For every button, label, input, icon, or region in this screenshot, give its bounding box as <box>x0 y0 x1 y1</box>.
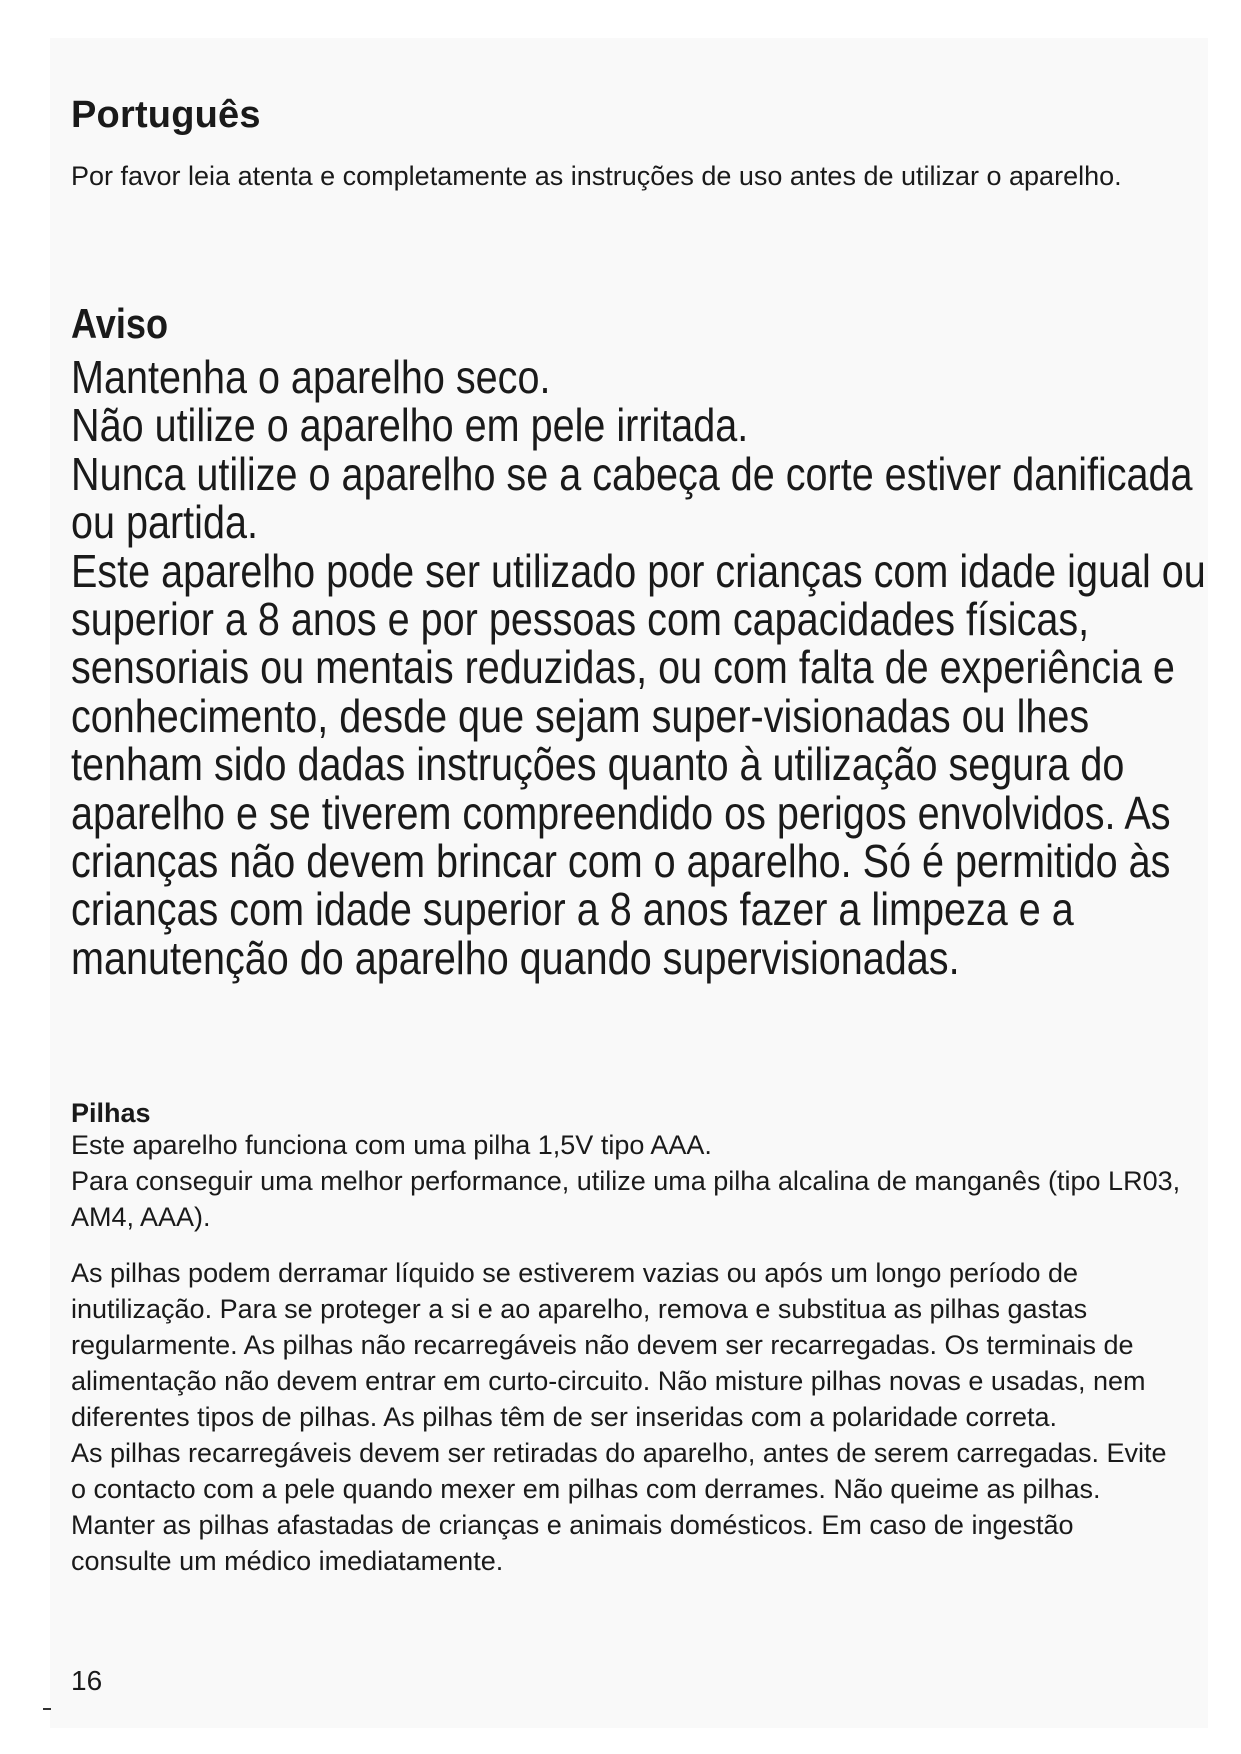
warning-heading: Aviso <box>71 300 169 347</box>
batteries-intro <box>71 1127 1181 1235</box>
batteries-safety <box>71 1255 1181 1579</box>
batteries-paragraph: As pilhas podem derramar líquido se estiverem vazias ou após um longo período de inutilização. Para se proteger a si e ao aparelho, remova e substitua as pilhas gastas regularmente. As pilhas não recarregáveis não devem ser recarregadas. Os terminais de alimentação não devem entrar em curto-circuito. Não misture pilhas novas e usadas, nem diferentes tipos de pilhas. As pilhas têm de ser inseridas com a polaridade correta. <box>71 1258 1146 1432</box>
batteries-heading: Pilhas <box>71 1098 151 1128</box>
page-number: 16 <box>71 1665 103 1696</box>
warning-line: Mantenha o aparelho seco. <box>71 351 551 403</box>
language-heading: Português <box>71 94 261 136</box>
intro-text: Por favor leia atenta e completamente as instruções de uso antes de utilizar o aparelho. <box>71 161 1122 191</box>
warning-line: Não utilize o aparelho em pele irritada. <box>71 399 749 452</box>
batteries-paragraph: As pilhas recarregáveis devem ser retiradas do aparelho, antes de serem carregadas. Evite o contacto com a pele quando mexer em pilhas com derrames. Não queime as pilhas. <box>71 1438 1167 1504</box>
warning-body <box>71 353 1223 982</box>
warning-line: Este aparelho pode ser utilizado por crianças com idade igual ou superior a 8 anos e por pessoas com capacidades físicas, sensoriais ou mentais reduzidas, ou com falta de experiência e conhecimento, desde que sejam super-visionadas ou lhes tenham sido dadas instruções quanto à utilização segura do aparelho e se tiverem compreendido os perigos envolvidos. As crianças não devem brincar com o aparelho. Só é permitido às crianças com idade superior a 8 anos fazer a limpeza e a manutenção do aparelho quando supervisionadas. <box>71 544 1206 984</box>
corner-mark <box>43 1708 51 1710</box>
batteries-paragraph: Manter as pilhas afastadas de crianças e animais domésticos. Em caso de ingestão consulte um médico imediatamente. <box>71 1510 1074 1576</box>
batteries-paragraph: Para conseguir uma melhor performance, utilize uma pilha alcalina de manganês (tipo LR03, AM4, AAA). <box>71 1166 1181 1232</box>
warning-line: Nunca utilize o aparelho se a cabeça de corte estiver danificada ou partida. <box>71 447 1193 549</box>
batteries-paragraph: Este aparelho funciona com uma pilha 1,5V tipo AAA. <box>71 1130 712 1160</box>
